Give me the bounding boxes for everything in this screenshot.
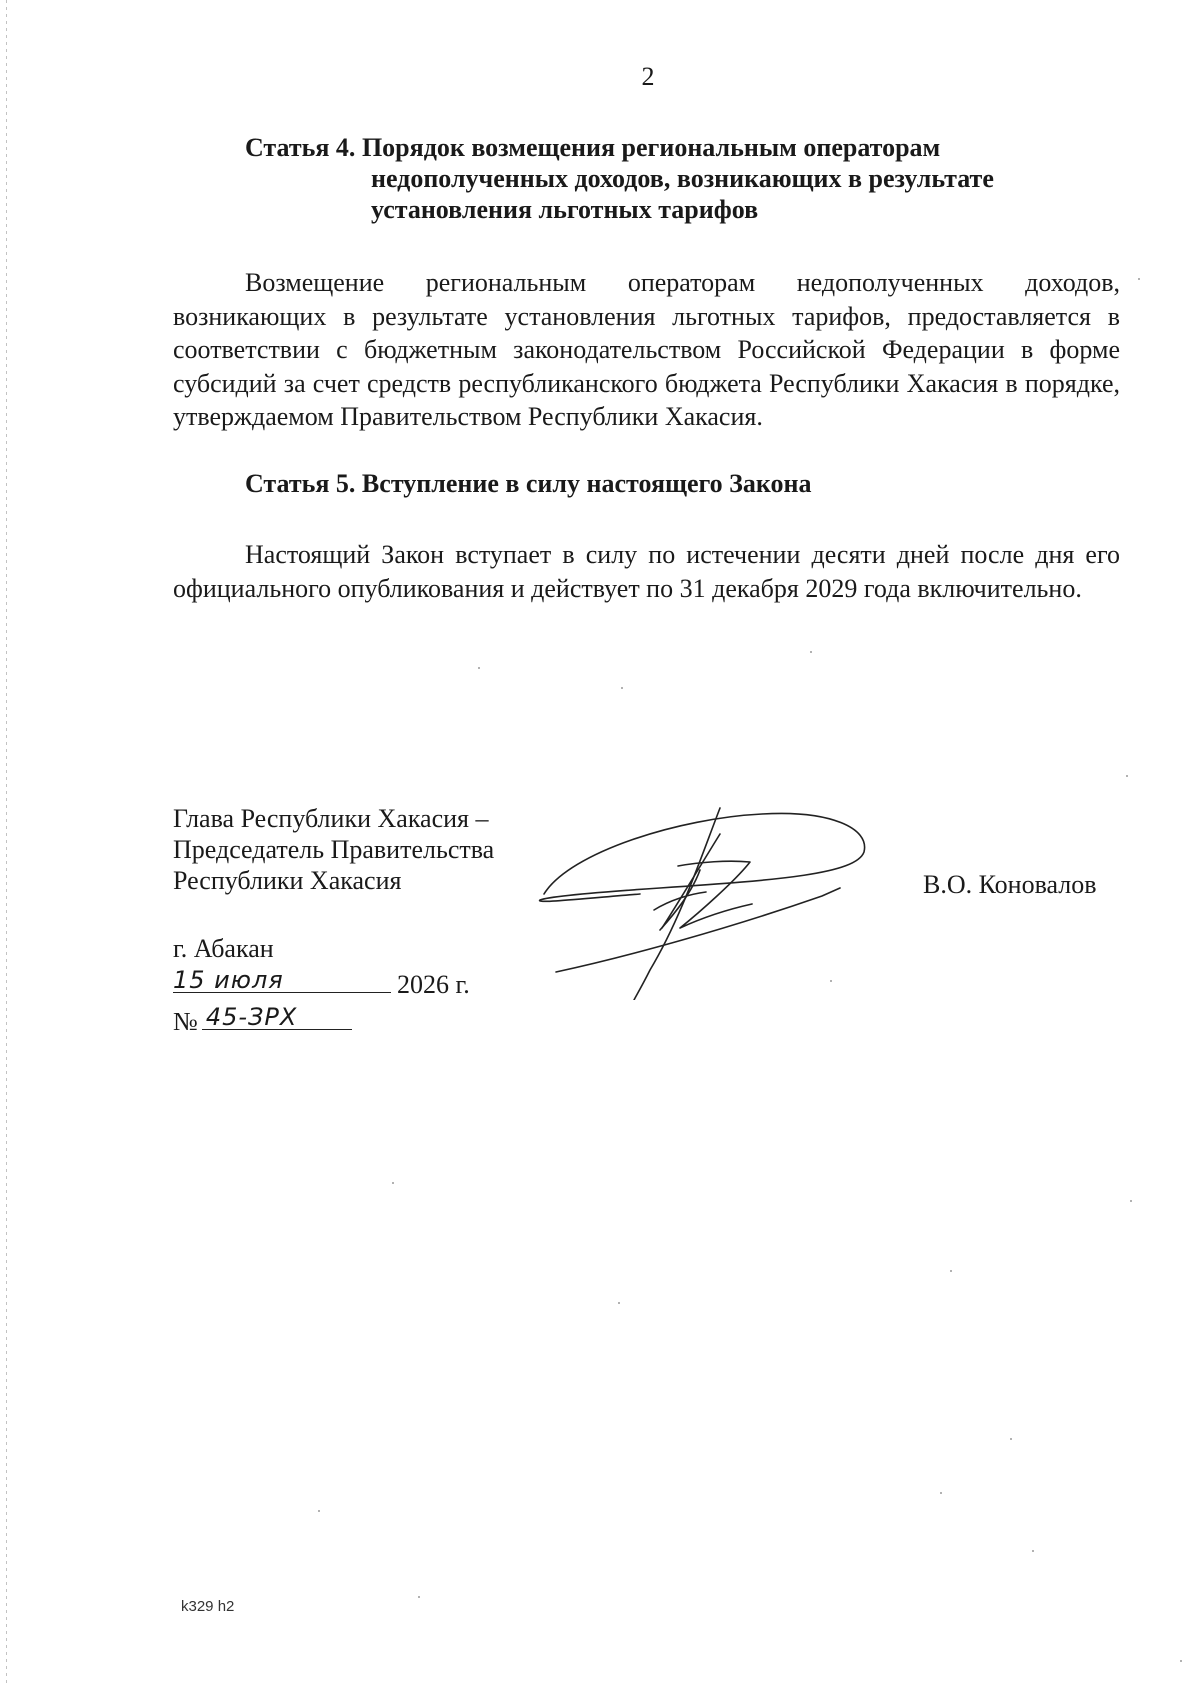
signatory-title — [173, 803, 494, 896]
signatory-title-line-2: Председатель Правительства — [173, 835, 495, 864]
article-4-heading-line-2: недополученных доходов, возникающих в результате — [371, 164, 994, 193]
scan-speck — [810, 651, 812, 653]
article-5-heading: Статья 5. Вступление в силу настоящего Закона — [245, 469, 812, 498]
signing-date — [173, 966, 470, 998]
place-of-signing: г. Абакан — [173, 934, 274, 963]
scan-speck — [318, 1510, 320, 1512]
scan-speck — [621, 687, 623, 689]
scan-speck — [392, 1182, 394, 1184]
date-underline — [173, 966, 391, 993]
scan-speck — [950, 1270, 952, 1272]
article-4-heading — [245, 132, 994, 225]
date-year: 2026 г. — [397, 970, 470, 999]
signer-name: В.О. Коновалов — [923, 870, 1097, 899]
number-underline — [202, 1003, 352, 1030]
scan-speck — [940, 1492, 942, 1494]
handwritten-signature — [530, 800, 890, 1000]
handwritten-date: 15 июля — [173, 966, 284, 994]
signatory-title-line-3: Республики Хакасия — [173, 866, 402, 895]
scan-speck — [618, 1302, 620, 1304]
scan-speck — [418, 1596, 420, 1598]
article-5-text: Настоящий Закон вступает в силу по истечении десяти дней после дня его официального опубликования и действует по 31 декабря 2029 года включительно. — [173, 540, 1120, 603]
scan-speck — [830, 980, 832, 982]
page-number: 2 — [641, 62, 655, 91]
scan-speck — [1126, 775, 1128, 777]
article-4-heading-lead: Статья 4. — [245, 133, 356, 162]
number-sign: № — [173, 1007, 198, 1036]
document-code: k329 h2 — [181, 1598, 235, 1615]
scan-speck — [1138, 278, 1140, 280]
article-4-heading-line-1: Порядок возмещения региональным операторам — [361, 133, 941, 162]
handwritten-number: 45-ЗРХ — [205, 1003, 298, 1031]
scan-speck — [1180, 1660, 1182, 1662]
scan-speck — [1010, 1438, 1012, 1440]
scan-speck — [1032, 1550, 1034, 1552]
scan-speck — [1130, 1200, 1132, 1202]
article-4-heading-line-3: установления льготных тарифов — [371, 195, 759, 224]
article-4-text: Возмещение региональным операторам недополученных доходов, возникающих в результате установления льготных тарифов, предоставляется в соответствии с бюджетным законодательством Российской Федерации в форме субсидий за счет средств республиканского бюджета Республики Хакасия в порядке, утверждаемом Правительством Республики Хакасия. — [173, 268, 1120, 431]
law-number — [173, 1003, 352, 1037]
signatory-title-line-1: Глава Республики Хакасия – — [173, 804, 489, 833]
scan-edge — [6, 0, 7, 1686]
scan-speck — [478, 667, 480, 669]
